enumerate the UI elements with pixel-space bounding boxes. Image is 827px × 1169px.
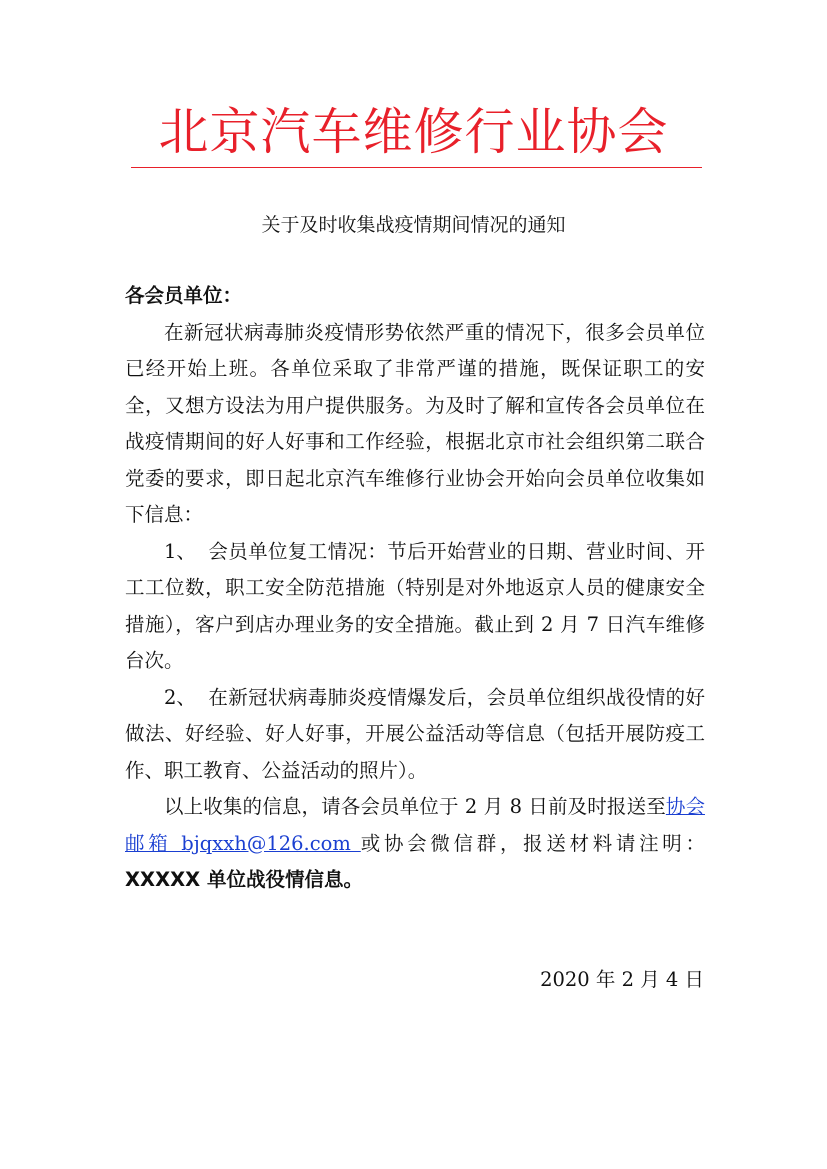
notice-title: 关于及时收集战疫情期间情况的通知 — [261, 214, 566, 236]
intro-paragraph: 在新冠状病毒肺炎疫情形势依然严重的情况下，很多会员单位已经开始上班。各单位采取了非常严谨的措施，既保证职工的安全，又想方设法为用户提供服务。为及时了解和宣传各会员单位在战疫情期间的好人好事和工作经验，根据北京市社会组织第二联合党委的要求，即日起北京汽车维修行业协会开始向会员单位收集如下信息： — [125, 320, 705, 526]
notice-body — [125, 278, 705, 899]
list-item-text: 会员单位复工情况：节后开始营业的日期、营业时间、开工工位数，职工安全防范措施（特别是对外地返京人员的健康安全措施），客户到店办理业务的安全措施。截止到 2 月 7 日汽车维修台次。 — [125, 539, 705, 672]
salutation: 各会员单位： — [125, 284, 243, 307]
closing-paragraph — [125, 789, 705, 899]
closing-text-before: 以上收集的信息，请各会员单位于 2 月 8 日前及时报送至 — [164, 795, 666, 818]
list-item-number: 2、 — [164, 685, 196, 709]
title-divider — [131, 167, 702, 168]
email-link[interactable]: 协会邮箱 bjqxxh@126.com — [125, 795, 705, 855]
notice-date: 2020 年 2 月 4 日 — [540, 968, 704, 991]
list-item-number: 1、 — [164, 539, 196, 563]
list-item — [125, 680, 705, 790]
list-item-text: 在新冠状病毒肺炎疫情爆发后，会员单位组织战役情的好做法、好经验、好人好事，开展公益活动等信息（包括开展防疫工作、职工教育、公益活动的照片）。 — [125, 685, 705, 782]
list-item — [125, 534, 705, 680]
closing-text-after: 或协会微信群，报送材料请注明： — [360, 831, 705, 855]
organization-title: 北京汽车维修行业协会 — [158, 103, 669, 161]
submission-label: XXXXX 单位战役情信息。 — [125, 868, 363, 891]
